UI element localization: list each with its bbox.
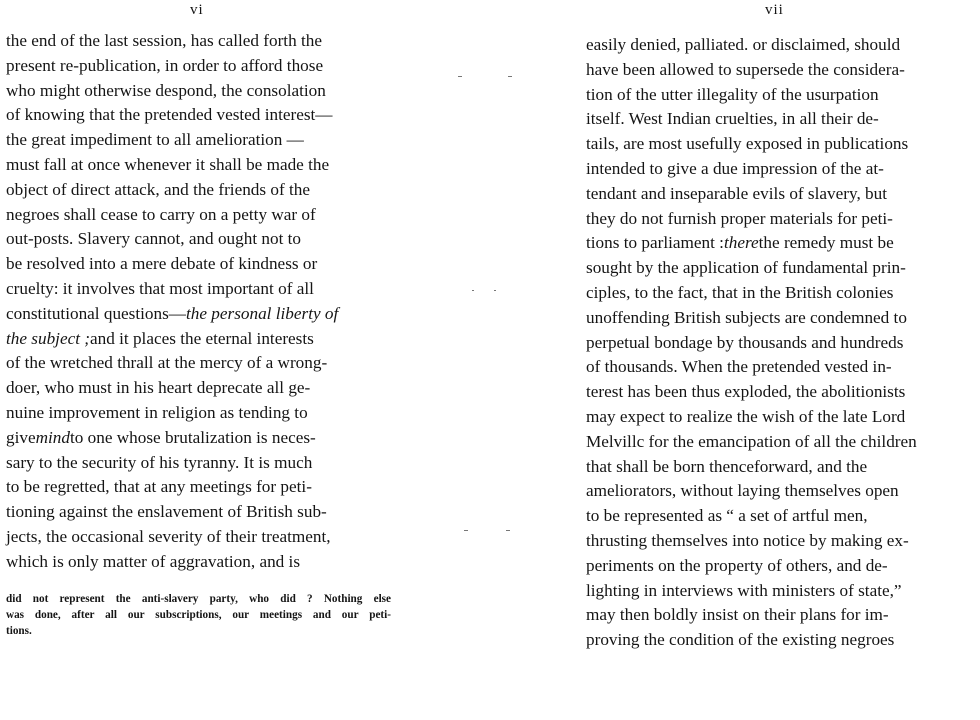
text-line xyxy=(6,31,391,51)
text-segment: of thousands. When the pretended vested in- xyxy=(586,357,892,377)
text-line xyxy=(586,308,971,328)
line-text xyxy=(586,357,971,377)
text-line xyxy=(6,329,391,349)
line-text xyxy=(6,254,391,274)
line-text xyxy=(586,407,971,427)
text-line xyxy=(6,453,391,473)
text-segment: object of direct attack, and the friends of the xyxy=(6,179,310,199)
line-text xyxy=(586,85,971,105)
text-segment: tails, are most usefully exposed in publications xyxy=(586,134,909,154)
text-segment: proving the condition of the existing negroes xyxy=(586,630,895,650)
text-line xyxy=(586,60,971,80)
text-segment: to one whose brutalization is neces- xyxy=(69,427,316,447)
text-line xyxy=(586,159,971,179)
text-line xyxy=(586,258,971,278)
text-line xyxy=(586,506,971,526)
text-line xyxy=(586,605,971,625)
text-segment: periments on the property of others, and de- xyxy=(586,555,888,575)
line-text xyxy=(586,605,971,625)
text-segment: sary to the security of his tyranny. It is much xyxy=(6,452,313,472)
line-text xyxy=(6,205,391,225)
text-segment: must fall at once whenever it shall be made the xyxy=(6,155,330,174)
line-text xyxy=(586,556,971,576)
text-line xyxy=(586,357,971,377)
text-line xyxy=(6,403,391,423)
text-line xyxy=(586,531,971,551)
text-segment: constitutional questions— xyxy=(6,303,186,323)
text-segment: thrusting themselves into notice by making ex- xyxy=(586,531,909,550)
text-segment: the end of the last session, has called forth the xyxy=(6,31,322,50)
text-segment: who might otherwise despond, the consolation xyxy=(6,80,326,100)
line-text xyxy=(586,308,971,328)
text-line xyxy=(6,477,391,497)
text-line xyxy=(6,254,391,274)
text-segment: to be regretted, that at any meetings for peti- xyxy=(6,477,312,497)
text-line xyxy=(586,333,971,353)
text-segment: the great impediment to all amelioration — xyxy=(6,130,304,150)
text-line xyxy=(6,155,391,175)
text-segment: have been allowed to supersede the considera- xyxy=(586,59,905,79)
text-line xyxy=(586,209,971,229)
footnote-line: did not represent the anti-slavery party, who did ? Nothing else xyxy=(6,593,391,605)
text-line xyxy=(586,481,971,501)
text-line xyxy=(6,378,391,398)
text-segment: ameliorators, without laying themselves open xyxy=(586,481,899,501)
text-line xyxy=(586,556,971,576)
text-segment: out-posts. Slavery cannot, and ought not to xyxy=(6,229,302,249)
text-segment: may expect to realize the wish of the late Lord xyxy=(586,407,906,426)
text-line xyxy=(586,581,971,601)
italic-text: the personal liberty of xyxy=(185,303,339,323)
text-segment: jects, the occasional severity of their treatment, xyxy=(6,527,331,546)
line-text xyxy=(586,60,971,80)
text-segment: tioning against the enslavement of British sub- xyxy=(6,502,327,522)
text-segment: tion of the utter illegality of the usurpation xyxy=(586,84,879,104)
line-text xyxy=(6,180,391,200)
text-segment: which is only matter of aggravation, and is xyxy=(6,551,301,571)
text-segment: unoffending British subjects are condemned to xyxy=(586,307,907,327)
text-segment: give xyxy=(6,427,36,447)
line-text xyxy=(586,109,971,129)
line-text xyxy=(586,333,971,353)
text-segment: nuine improvement in religion as tending to xyxy=(6,403,308,422)
page-gutter xyxy=(478,0,558,720)
line-text xyxy=(586,630,971,650)
line-text xyxy=(6,502,391,522)
line-text xyxy=(6,552,391,572)
text-segment: terest has been thus exploded, the abolitionists xyxy=(586,382,906,402)
line-text xyxy=(6,130,391,150)
text-line xyxy=(586,382,971,402)
line-text xyxy=(6,453,391,473)
line-text xyxy=(6,81,391,101)
text-segment: present re-publication, in order to afford those xyxy=(6,55,324,75)
text-segment: and it places the eternal interests xyxy=(90,328,314,348)
text-line xyxy=(586,283,971,303)
line-text xyxy=(6,105,391,125)
line-text xyxy=(586,283,971,303)
line-text xyxy=(586,581,971,601)
line-text xyxy=(6,279,391,299)
text-segment: tendant and inseparable evils of slavery, but xyxy=(586,183,887,203)
text-line xyxy=(6,130,391,150)
text-segment: they do not furnish proper materials for peti- xyxy=(586,208,893,228)
line-text xyxy=(6,229,391,249)
line-text xyxy=(6,155,391,175)
text-segment: of knowing that the pretended vested interest— xyxy=(6,105,333,125)
page-number: vii xyxy=(765,2,784,18)
text-line xyxy=(6,527,391,547)
page-number: vi xyxy=(190,2,204,18)
text-line xyxy=(586,184,971,204)
text-line xyxy=(6,353,391,373)
line-text xyxy=(586,258,971,278)
line-text xyxy=(586,481,971,501)
text-line xyxy=(586,432,971,452)
text-line xyxy=(586,35,971,55)
italic-text: the subject ; xyxy=(6,328,90,348)
text-segment: may then boldly insist on their plans for im- xyxy=(586,605,889,625)
line-text xyxy=(6,31,391,51)
line-text xyxy=(586,382,971,402)
text-line xyxy=(586,109,971,129)
text-segment: intended to give a due impression of the at- xyxy=(586,159,884,178)
line-text xyxy=(586,209,971,229)
line-text xyxy=(586,184,971,204)
text-line xyxy=(6,205,391,225)
line-text xyxy=(6,353,391,373)
line-text xyxy=(586,233,971,253)
text-line xyxy=(6,56,391,76)
italic-text: mind xyxy=(35,427,70,447)
text-line xyxy=(586,630,971,650)
text-segment: to be represented as “ a set of artful men, xyxy=(586,506,868,526)
text-segment: negroes shall cease to carry on a petty war of xyxy=(6,204,316,224)
line-text xyxy=(586,159,971,179)
text-segment: cruelty: it involves that most important of all xyxy=(6,279,314,298)
line-text xyxy=(586,35,971,55)
text-segment: of the wretched thrall at the mercy of a wrong- xyxy=(6,353,328,373)
line-text xyxy=(586,134,971,154)
text-line xyxy=(6,229,391,249)
text-line xyxy=(6,428,391,448)
footnote-line: was done, after all our subscriptions, our meetings and our peti- xyxy=(6,609,391,621)
line-text xyxy=(6,428,391,448)
text-segment: easily denied, palliated. or disclaimed, should xyxy=(586,35,901,54)
text-segment: sought by the application of fundamental prin- xyxy=(586,258,906,278)
text-line xyxy=(6,180,391,200)
text-line xyxy=(586,407,971,427)
text-segment: ciples, to the fact, that in the British colonies xyxy=(586,283,894,302)
text-line xyxy=(6,552,391,572)
line-text xyxy=(586,457,971,477)
text-line xyxy=(6,502,391,522)
text-segment: itself. West Indian cruelties, in all their de- xyxy=(586,109,879,129)
text-segment: doer, who must in his heart deprecate all ge- xyxy=(6,378,311,398)
text-segment: that shall be born thenceforward, and the xyxy=(586,456,868,476)
line-text xyxy=(586,506,971,526)
text-segment: perpetual bondage by thousands and hundreds xyxy=(586,332,904,352)
text-line xyxy=(586,457,971,477)
line-text xyxy=(6,56,391,76)
text-line xyxy=(6,279,391,299)
line-text xyxy=(586,432,971,452)
text-segment: be resolved into a mere debate of kindness or xyxy=(6,254,318,274)
italic-text: there xyxy=(723,233,759,253)
footnote-line: tions. xyxy=(6,625,32,637)
line-text xyxy=(6,378,391,398)
line-text xyxy=(586,531,971,551)
text-segment: lighting in interviews with ministers of state,” xyxy=(586,580,902,600)
text-segment: tions to parliament : xyxy=(586,233,724,253)
text-line xyxy=(6,304,391,324)
line-text xyxy=(6,329,391,349)
text-line xyxy=(586,134,971,154)
text-line xyxy=(6,105,391,125)
text-line xyxy=(586,233,971,253)
line-text xyxy=(6,304,391,324)
text-segment: the remedy must be xyxy=(758,233,894,253)
text-segment: Melvillc for the emancipation of all the children xyxy=(586,431,917,451)
text-line xyxy=(6,81,391,101)
line-text xyxy=(6,527,391,547)
line-text xyxy=(6,477,391,497)
text-line xyxy=(586,85,971,105)
line-text xyxy=(6,403,391,423)
